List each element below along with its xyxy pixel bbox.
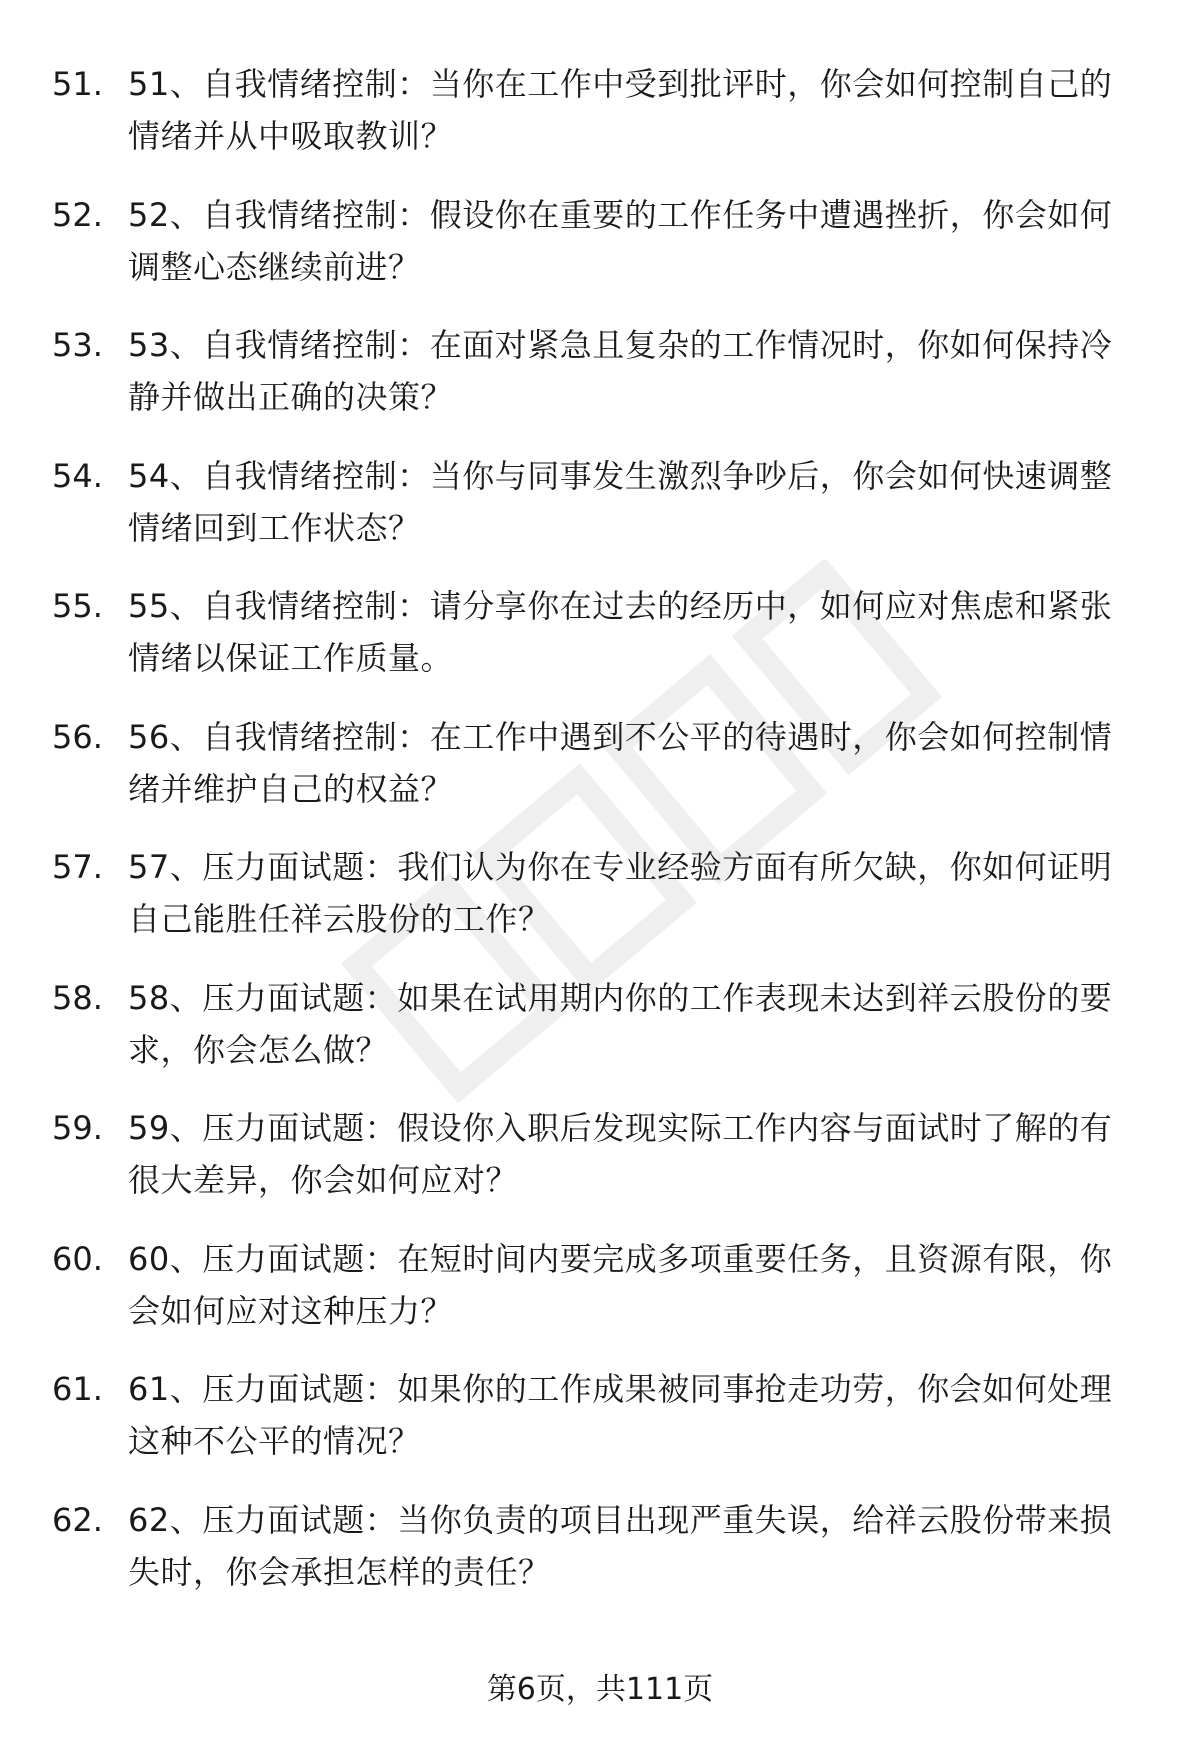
question-number: 58. <box>52 978 103 1017</box>
list-item <box>0 1102 1200 1233</box>
question-text: 54、自我情绪控制：当你与同事发生激烈争吵后，你会如何快速调整情绪回到工作状态？ <box>128 456 1113 547</box>
question-text: 62、压力面试题：当你负责的项目出现严重失误，给祥云股份带来损失时，你会承担怎样的责任？ <box>128 1500 1113 1591</box>
list-item <box>0 841 1200 972</box>
question-text: 59、压力面试题：假设你入职后发现实际工作内容与面试时了解的有很大差异，你会如何应对？ <box>128 1109 1113 1199</box>
list-item <box>0 450 1200 581</box>
list-item <box>0 711 1200 842</box>
list-item <box>0 1494 1200 1625</box>
question-number: 51. <box>52 65 103 103</box>
list-item <box>0 1363 1200 1494</box>
question-number: 57. <box>52 848 103 886</box>
list-item <box>0 972 1200 1103</box>
list-item <box>0 319 1200 450</box>
list-item <box>0 58 1200 189</box>
list-item <box>0 580 1200 711</box>
question-number: 56. <box>52 717 103 756</box>
question-number: 60. <box>52 1239 103 1278</box>
question-text: 56、自我情绪控制：在工作中遇到不公平的待遇时，你会如何控制情绪并维护自己的权益？ <box>128 717 1113 808</box>
question-text: 53、自我情绪控制：在面对紧急且复杂的工作情况时，你如何保持冷静并做出正确的决策？ <box>128 326 1113 416</box>
question-text: 52、自我情绪控制：假设你在重要的工作任务中遭遇挫折，你会如何调整心态继续前进？ <box>128 195 1113 286</box>
question-text: 57、压力面试题：我们认为你在专业经验方面有所欠缺，你如何证明自己能胜任祥云股份的工作？ <box>128 848 1113 938</box>
page-indicator: 第6页，共111页 <box>486 1672 714 1707</box>
question-text: 58、压力面试题：如果在试用期内你的工作表现未达到祥云股份的要求，你会怎么做？ <box>128 978 1113 1069</box>
question-text: 51、自我情绪控制：当你在工作中受到批评时，你会如何控制自己的情绪并从中吸取教训？ <box>128 65 1113 155</box>
list-item <box>0 1233 1200 1364</box>
question-number: 52. <box>52 195 103 234</box>
question-number: 62. <box>52 1500 103 1539</box>
question-text: 61、压力面试题：如果你的工作成果被同事抢走功劳，你会如何处理这种不公平的情况？ <box>128 1370 1113 1460</box>
question-list <box>0 58 1200 1624</box>
list-item <box>0 189 1200 320</box>
question-number: 61. <box>52 1370 103 1408</box>
question-number: 53. <box>52 326 103 364</box>
question-number: 54. <box>52 456 103 495</box>
question-text: 55、自我情绪控制：请分享你在过去的经历中，如何应对焦虑和紧张情绪以保证工作质量。 <box>128 587 1113 677</box>
question-number: 55. <box>52 587 103 625</box>
question-number: 59. <box>52 1109 103 1147</box>
question-text: 60、压力面试题：在短时间内要完成多项重要任务，且资源有限，你会如何应对这种压力？ <box>128 1239 1113 1330</box>
